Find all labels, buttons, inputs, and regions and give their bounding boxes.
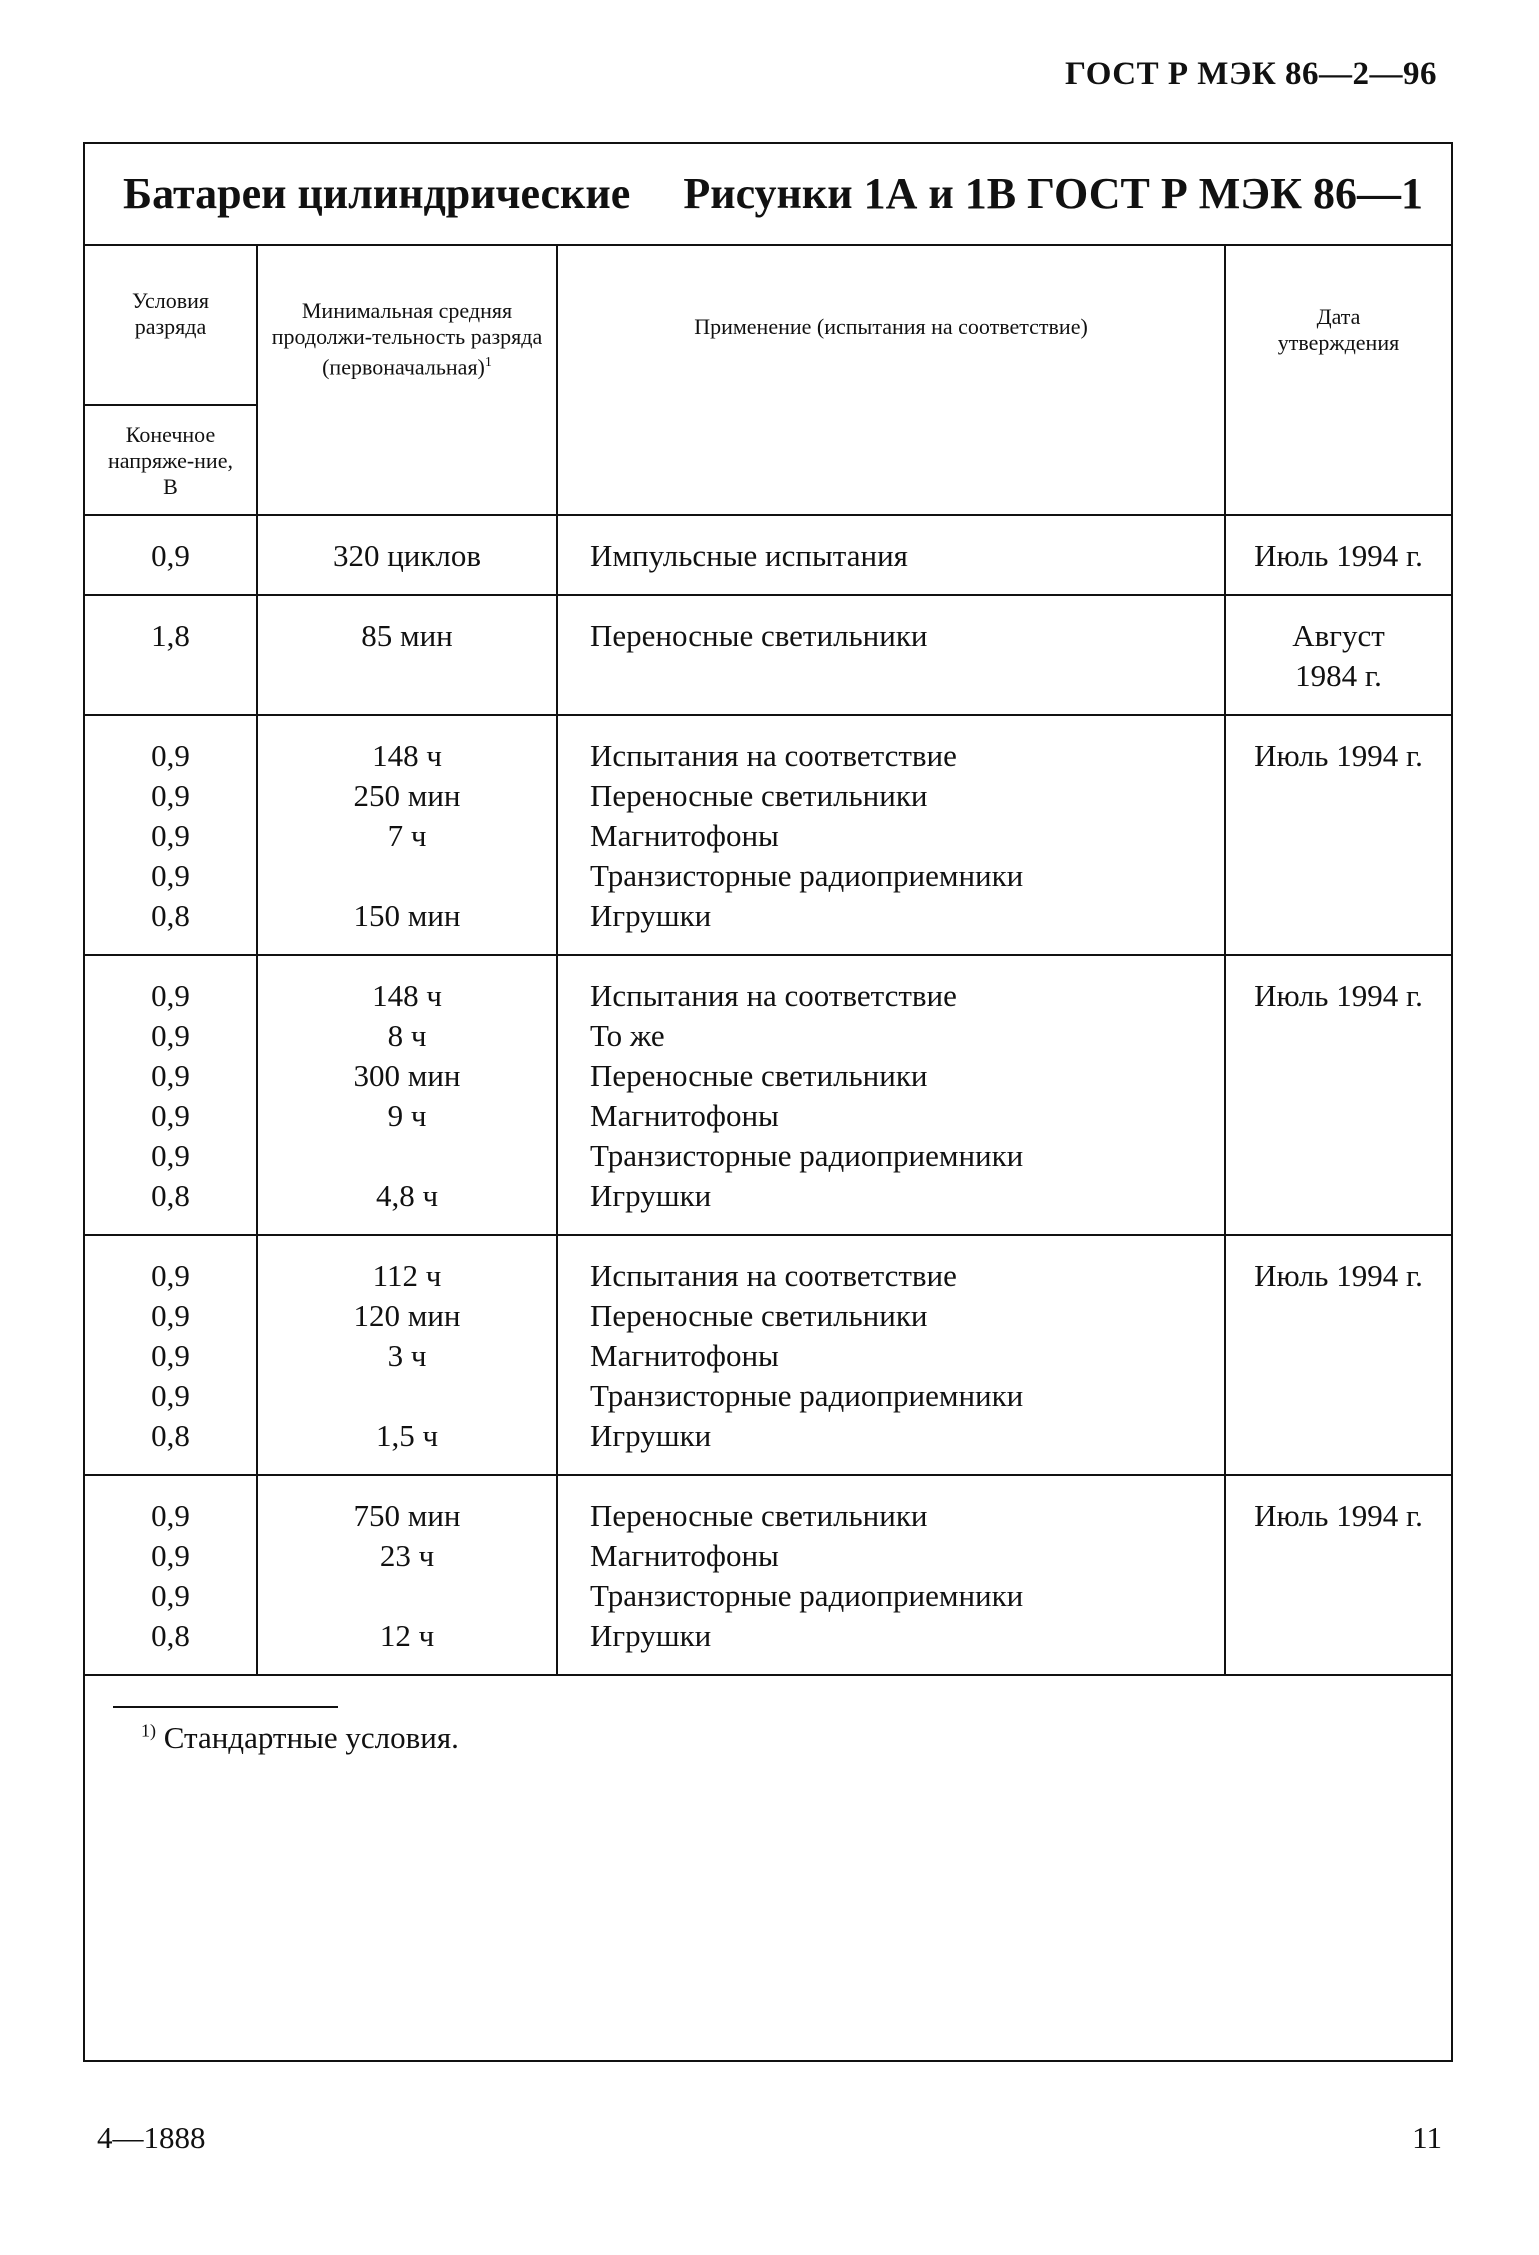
cell-line: 0,9	[151, 1258, 190, 1293]
cell-line: Игрушки	[590, 1418, 712, 1453]
cell-line: 9 ч	[387, 1098, 427, 1133]
cell-line: 148 ч	[372, 738, 442, 773]
header-approval-date: Дата утверждения	[1225, 246, 1451, 515]
cell-line: 0,9	[151, 1138, 190, 1173]
cell-line: 12 ч	[379, 1618, 435, 1653]
approval-date-cell	[1225, 715, 1451, 955]
print-code: 4—1888	[97, 2120, 206, 2155]
cell-line: 23 ч	[379, 1538, 435, 1573]
cell-line: 0,8	[151, 1418, 190, 1453]
cell-line: 250 мин	[353, 778, 461, 813]
cell-line: 0,9	[151, 818, 190, 853]
cell-line: Магнитофоны	[590, 1538, 779, 1573]
cell-line: 0,9	[151, 978, 190, 1013]
table-row	[85, 1235, 1451, 1475]
battery-table-frame	[83, 142, 1453, 2062]
figure-reference: Рисунки 1А и 1В ГОСТ Р МЭК 86—1	[683, 169, 1423, 218]
cell-line: 148 ч	[372, 978, 442, 1013]
cell-line: 7 ч	[387, 818, 427, 853]
cell-line: 4,8 ч	[375, 1178, 439, 1213]
approval-date-cell	[1225, 955, 1451, 1235]
duration-cell	[257, 515, 557, 595]
duration-cell	[257, 955, 557, 1235]
cell-line: 0,8	[151, 1178, 190, 1213]
final-voltage-cell	[85, 1475, 257, 1675]
approval-date: Июль 1994 г.	[1254, 1498, 1423, 1533]
cell-line: 0,9	[151, 1538, 190, 1573]
cell-line: То же	[590, 1018, 665, 1053]
table-row	[85, 1475, 1451, 1675]
cell-line: 0,9	[151, 1058, 190, 1093]
cell-line	[258, 1576, 556, 1616]
cell-line: 320 циклов	[332, 538, 482, 573]
cell-line: 0,9	[151, 858, 190, 893]
cell-line: 0,8	[151, 898, 190, 933]
duration-cell	[257, 715, 557, 955]
table-row	[85, 595, 1451, 715]
cell-line: Транзисторные радиоприемники	[590, 1378, 1024, 1413]
application-cell	[557, 515, 1225, 595]
cell-line	[258, 1376, 556, 1416]
final-voltage-cell	[85, 955, 257, 1235]
cell-line: Испытания на соответствие	[590, 738, 957, 773]
cell-line: Магнитофоны	[590, 818, 779, 853]
approval-date: Август 1984 г.	[1292, 618, 1385, 693]
approval-date: Июль 1994 г.	[1254, 1258, 1423, 1293]
final-voltage-cell	[85, 1235, 257, 1475]
table-row	[85, 715, 1451, 955]
approval-date-cell	[1225, 1475, 1451, 1675]
cell-line: 85 мин	[361, 618, 453, 653]
approval-date-cell	[1225, 1235, 1451, 1475]
cell-line: 150 мин	[353, 898, 461, 933]
application-cell	[557, 595, 1225, 715]
table-row	[85, 955, 1451, 1235]
cell-line: Транзисторные радиоприемники	[590, 1578, 1024, 1613]
cell-line: Переносные светильники	[590, 778, 928, 813]
page-number: 11	[1412, 2120, 1442, 2155]
cell-line: 1,5 ч	[375, 1418, 439, 1453]
cell-line: 0,9	[151, 1378, 190, 1413]
header-min-duration: Минимальная средняя продолжи-тельность разряда (первоначальная)$^1$	[257, 246, 557, 515]
cell-line: Игрушки	[590, 1618, 712, 1653]
cell-line: 0,9	[151, 1098, 190, 1133]
final-voltage-cell	[85, 595, 257, 715]
cell-line: Испытания на соответствие	[590, 1258, 957, 1293]
cell-line: 8 ч	[387, 1018, 427, 1053]
application-cell	[557, 955, 1225, 1235]
cell-line: Импульсные испытания	[590, 538, 908, 573]
discharge-table	[85, 246, 1451, 1676]
approval-date: Июль 1994 г.	[1254, 978, 1423, 1013]
footnote: $^{1)}$ Стандартные условия.	[141, 1720, 459, 1755]
cell-line: Игрушки	[590, 898, 712, 933]
table-title-bar	[85, 144, 1451, 246]
cell-line: 120 мин	[353, 1298, 461, 1333]
cell-line: 0,9	[151, 1578, 190, 1613]
cell-line: 0,9	[151, 1498, 190, 1533]
table-row	[85, 515, 1451, 595]
cell-line: 0,9	[151, 738, 190, 773]
application-cell	[557, 715, 1225, 955]
header-application: Применение (испытания на соответствие)	[557, 246, 1225, 515]
cell-line	[258, 856, 556, 896]
final-voltage-cell	[85, 515, 257, 595]
footnote-area	[85, 1676, 1451, 2036]
duration-cell	[257, 595, 557, 715]
cell-line: 0,9	[151, 1018, 190, 1053]
standard-number: ГОСТ Р МЭК 86—2—96	[1065, 56, 1437, 92]
header-discharge-conditions: Условия разряда	[85, 246, 257, 405]
duration-cell	[257, 1235, 557, 1475]
cell-line	[258, 1136, 556, 1176]
cell-line: 0,9	[151, 1298, 190, 1333]
cell-line: 112 ч	[372, 1258, 442, 1293]
cell-line: 0,9	[151, 1338, 190, 1373]
cell-line: 0,9	[151, 538, 190, 573]
cell-line: Игрушки	[590, 1178, 712, 1213]
cell-line: Магнитофоны	[590, 1338, 779, 1373]
footnote-rule	[113, 1706, 338, 1708]
cell-line: 1,8	[151, 618, 190, 653]
approval-date-cell	[1225, 595, 1451, 715]
cell-line: 0,8	[151, 1618, 190, 1653]
cell-line: 300 мин	[353, 1058, 461, 1093]
approval-date: Июль 1994 г.	[1254, 538, 1423, 573]
cell-line: Переносные светильники	[590, 1298, 928, 1333]
header-final-voltage: Конечное напряже-ние, В	[85, 405, 257, 515]
cell-line: Переносные светильники	[590, 618, 928, 653]
approval-date: Июль 1994 г.	[1254, 738, 1423, 773]
cell-line: Переносные светильники	[590, 1498, 928, 1533]
cell-line: Транзисторные радиоприемники	[590, 858, 1024, 893]
application-cell	[557, 1235, 1225, 1475]
final-voltage-cell	[85, 715, 257, 955]
cell-line: 3 ч	[387, 1338, 427, 1373]
duration-cell	[257, 1475, 557, 1675]
cell-line: Магнитофоны	[590, 1098, 779, 1133]
cell-line: 0,9	[151, 778, 190, 813]
cell-line: Транзисторные радиоприемники	[590, 1138, 1024, 1173]
application-cell	[557, 1475, 1225, 1675]
table-title: Батареи цилиндрические	[123, 169, 631, 218]
cell-line: Переносные светильники	[590, 1058, 928, 1093]
approval-date-cell	[1225, 515, 1451, 595]
cell-line: 750 мин	[353, 1498, 461, 1533]
cell-line: Испытания на соответствие	[590, 978, 957, 1013]
